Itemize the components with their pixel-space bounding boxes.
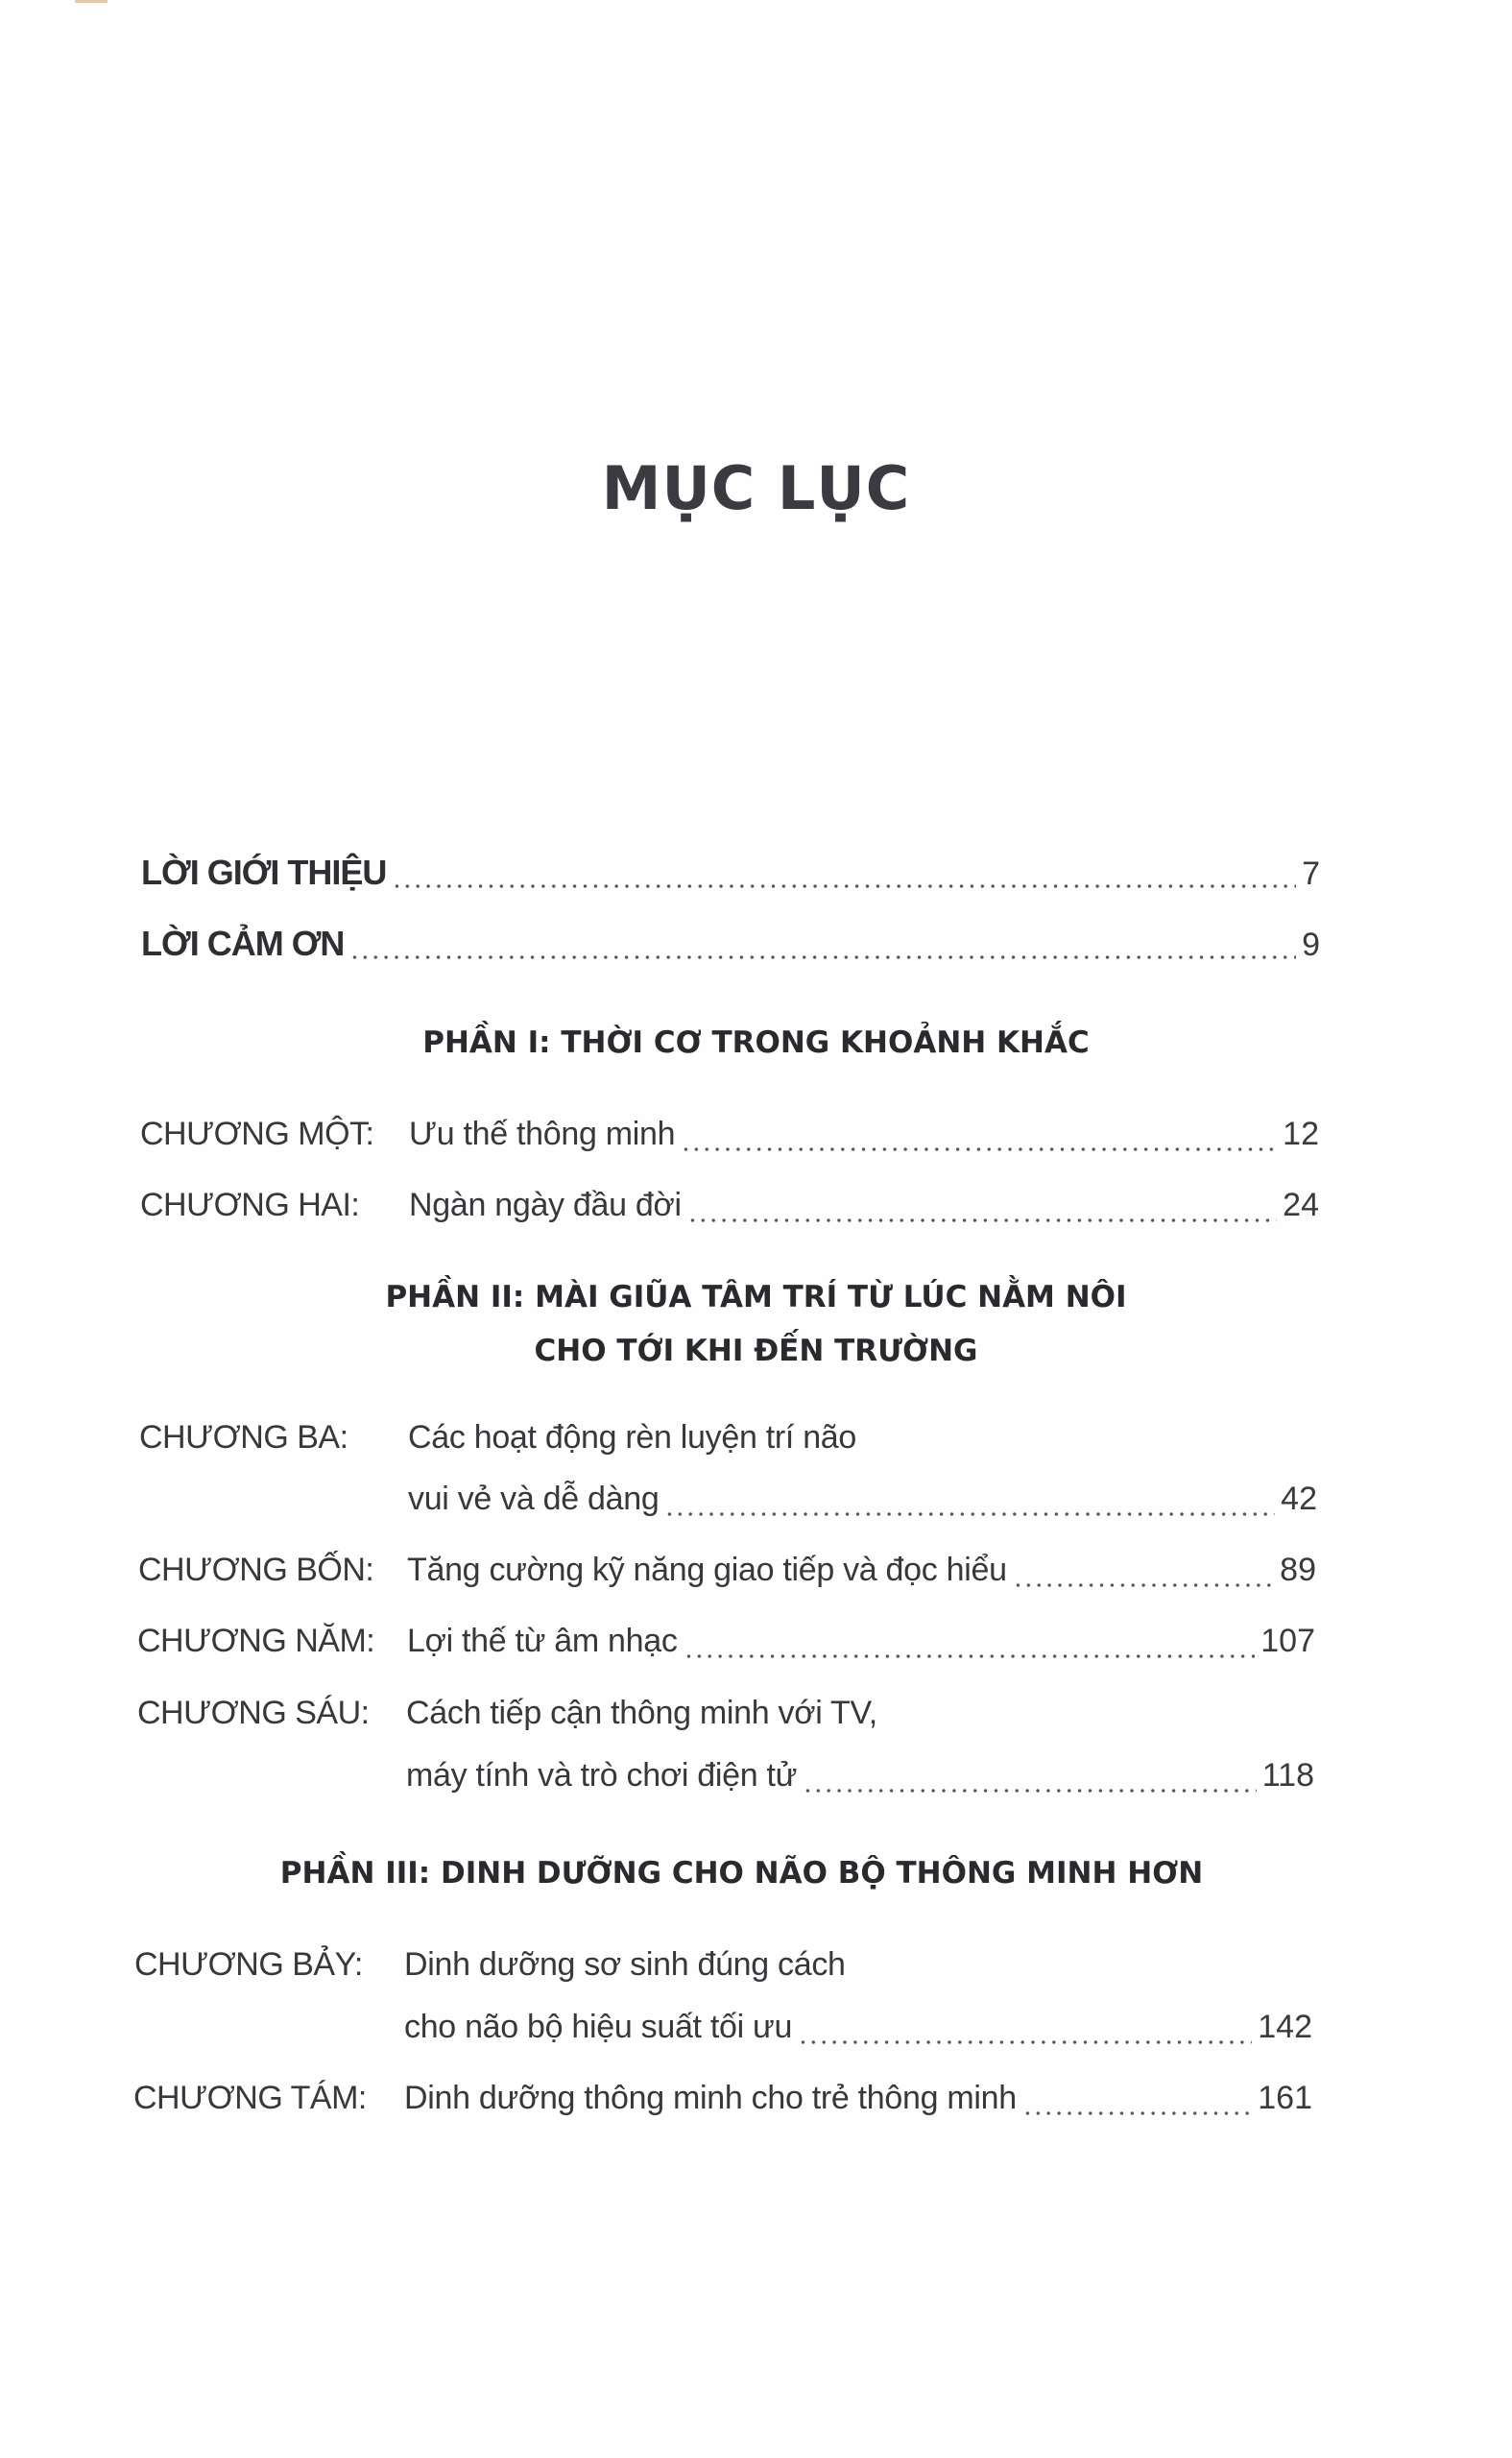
chapter-label: CHƯƠNG HAI: [140, 1187, 360, 1223]
toc-entry-chapter-2 [409, 1187, 1319, 1235]
chapter-title: Tăng cường kỹ năng giao tiếp và đọc hiểu [407, 1552, 1007, 1588]
toc-entry-introduction [141, 853, 1320, 901]
toc-entry-chapter-5 [407, 1623, 1315, 1671]
chapter-title-line-1: Cách tiếp cận thông minh với TV, [406, 1695, 877, 1731]
chapter-title: Ưu thế thông minh [409, 1116, 676, 1152]
page-number: 89 [1280, 1552, 1316, 1588]
dot-leader [803, 1788, 1257, 1794]
toc-entry-chapter-6 [406, 1757, 1314, 1805]
part-heading-1: PHẦN I: THỜI CƠ TRONG KHOẢNH KHẮC [422, 1025, 1090, 1060]
toc-entry-chapter-4 [407, 1552, 1316, 1600]
toc-entry-chapter-8 [404, 2080, 1312, 2128]
chapter-label: CHƯƠNG BẢY: [134, 1946, 363, 1983]
chapter-label: CHƯƠNG BA: [139, 1419, 348, 1456]
chapter-label: CHƯƠNG MỘT: [140, 1116, 374, 1152]
chapter-label: CHƯƠNG SÁU: [137, 1695, 370, 1731]
page-number: 118 [1261, 1757, 1314, 1794]
dot-leader [684, 1653, 1256, 1659]
chapter-label: CHƯƠNG TÁM: [133, 2080, 367, 2116]
dot-leader [1022, 2110, 1252, 2116]
chapter-title: Dinh dưỡng thông minh cho trẻ thông minh [404, 2080, 1017, 2116]
page-number: 142 [1258, 2009, 1312, 2045]
toc-entry-acknowledgements [141, 924, 1320, 972]
page-number: 12 [1283, 1116, 1319, 1152]
chapter-title-line-1: Các hoạt động rèn luyện trí não [408, 1419, 857, 1456]
part-heading-2-line-1: PHẦN II: MÀI GIŨA TÂM TRÍ TỪ LÚC NẰM NÔI [385, 1280, 1127, 1314]
chapter-label: CHƯƠNG BỐN: [138, 1552, 374, 1588]
chapter-title: Lợi thế từ âm nhạc [407, 1623, 678, 1659]
entry-label: LỜI CẢM ƠN [141, 924, 345, 963]
dot-leader [392, 883, 1296, 889]
part-heading-2-line-2: CHO TỚI KHI ĐẾN TRƯỜNG [534, 1334, 978, 1368]
page-number: 161 [1258, 2080, 1312, 2116]
toc-entry-chapter-7 [404, 2009, 1312, 2057]
page-number: 7 [1302, 855, 1320, 892]
page-number: 42 [1281, 1481, 1317, 1517]
dot-leader [349, 954, 1296, 960]
dot-leader [1013, 1582, 1274, 1588]
dot-leader [681, 1146, 1277, 1152]
dot-leader [687, 1217, 1277, 1223]
chapter-title-line-2: máy tính và trò chơi điện tử [406, 1757, 798, 1794]
scan-corner-mark [75, 0, 108, 3]
page-number: 9 [1302, 927, 1320, 963]
toc-entry-chapter-3 [408, 1481, 1317, 1529]
chapter-title-line-2: vui vẻ và dễ dàng [408, 1481, 660, 1517]
dot-leader [798, 2039, 1252, 2045]
page-number: 107 [1260, 1623, 1315, 1659]
chapter-title-line-2: cho não bộ hiệu suất tối ưu [404, 2009, 793, 2045]
chapter-label: CHƯƠNG NĂM: [137, 1623, 375, 1659]
entry-label: LỜI GIỚI THIỆU [141, 853, 387, 892]
dot-leader [664, 1511, 1275, 1517]
toc-entry-chapter-1 [409, 1116, 1319, 1164]
chapter-title-line-1: Dinh dưỡng sơ sinh đúng cách [404, 1946, 846, 1983]
page-number: 24 [1283, 1187, 1319, 1223]
part-heading-3: PHẦN III: DINH DƯỠNG CHO NÃO BỘ THÔNG MINH HƠN [279, 1856, 1204, 1891]
page-title: MỤC LỤC [601, 453, 911, 523]
chapter-title: Ngàn ngày đầu đời [409, 1187, 682, 1223]
